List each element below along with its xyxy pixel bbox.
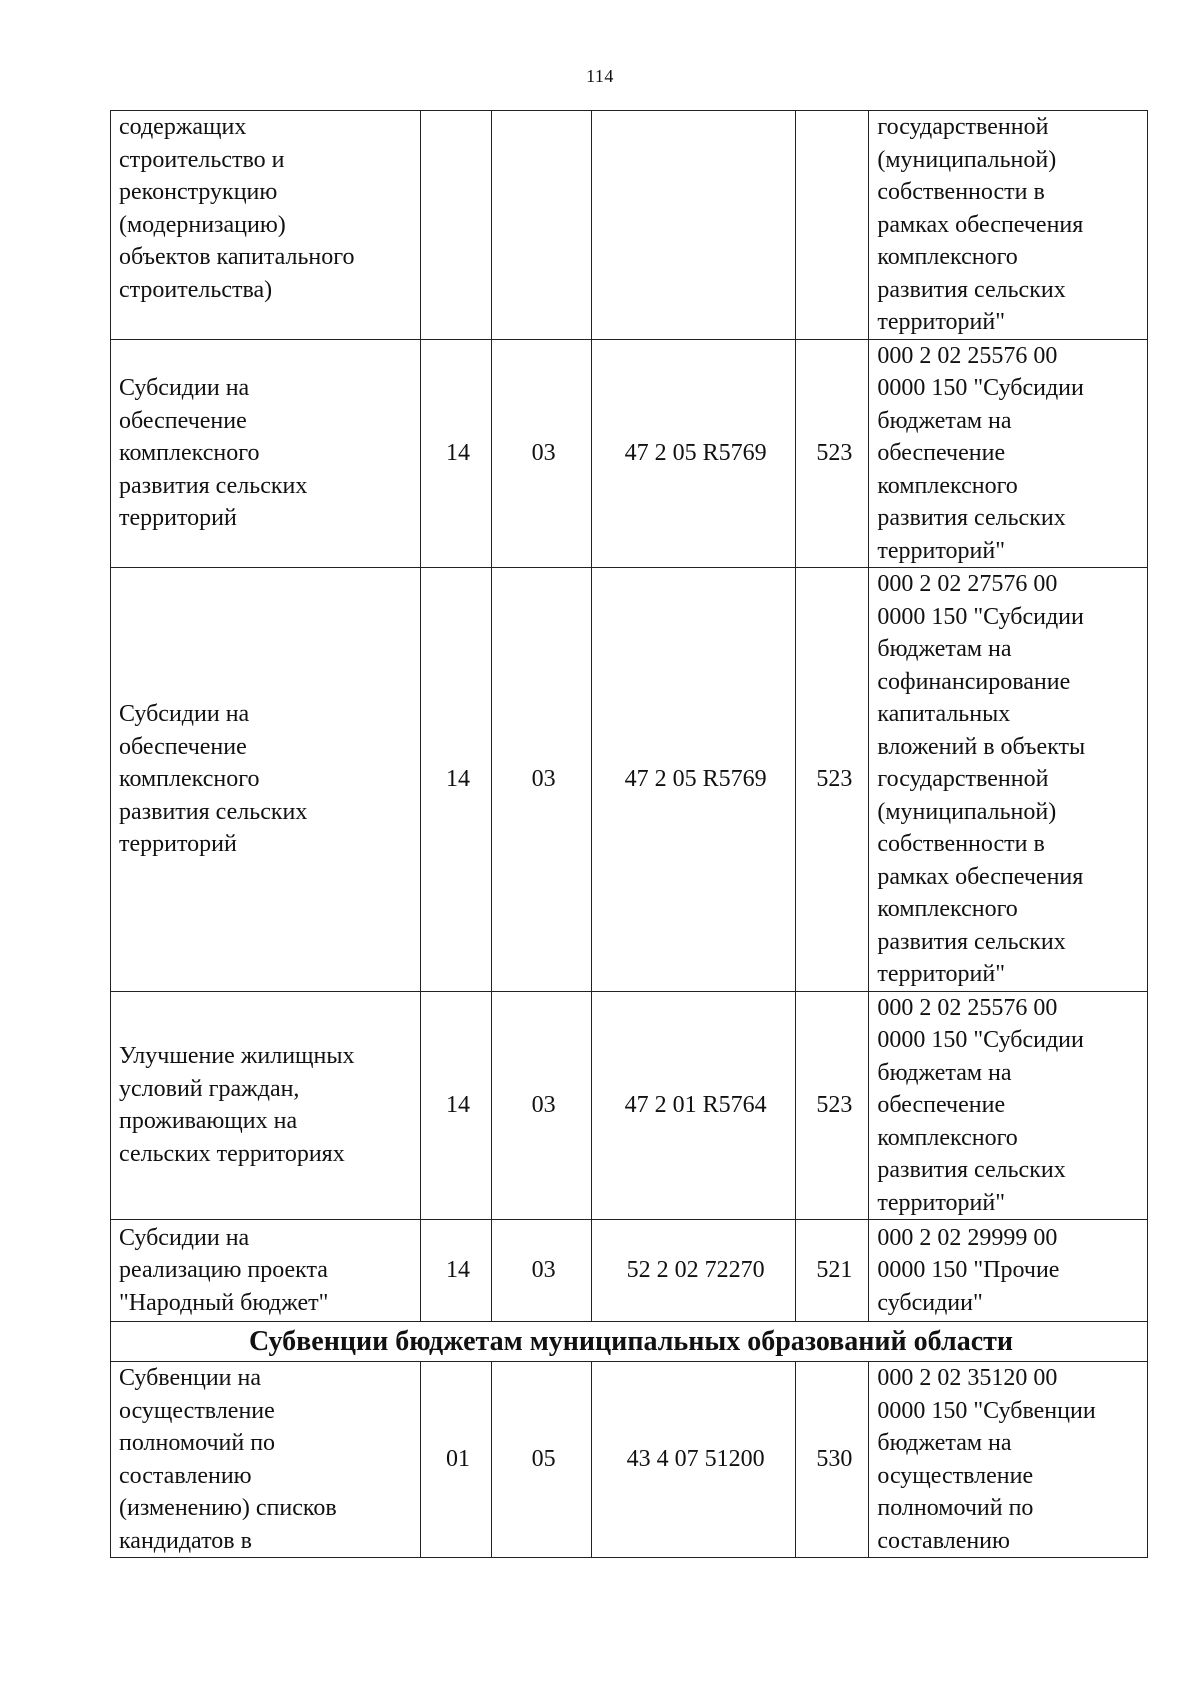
income-code-text: 000 2 02 27576 00 0000 150 "Субсидии бюджетам на софинансирование капитальных вложений в объекты государственной (муниципальной) собственности в рамках обеспечения комплексного развития сельских территорий" [877, 571, 1086, 987]
target-article-cell: 47 2 05 R5769 [591, 339, 796, 568]
target-article-cell [591, 111, 796, 340]
table-row [111, 991, 1148, 1220]
subsection-code-cell: 05 [492, 1362, 591, 1558]
target-article-cell: 43 4 07 51200 [591, 1362, 796, 1558]
table-row [111, 568, 1148, 992]
row-name: Субсидии на обеспечение комплексного развития сельских территорий [119, 701, 308, 857]
row-name-cell [111, 111, 421, 340]
target-article-cell: 47 2 01 R5764 [591, 991, 796, 1220]
expense-type-cell [796, 111, 869, 340]
row-name: Субсидии на обеспечение комплексного развития сельских территорий [119, 375, 308, 531]
row-name: Субвенции на осуществление полномочий по составлению (изменению) списков кандидатов в [119, 1365, 337, 1554]
row-name-cell [111, 568, 421, 992]
income-code-text: 000 2 02 25576 00 0000 150 "Субсидии бюджетам на обеспечение комплексного развития сельских территорий" [877, 994, 1084, 1216]
income-code-cell [869, 568, 1148, 992]
table-row [111, 339, 1148, 568]
section-code-cell: 01 [420, 1362, 492, 1558]
table-row [111, 111, 1148, 340]
income-code-cell [869, 1362, 1148, 1558]
row-name-cell [111, 339, 421, 568]
subsection-code-cell [492, 111, 591, 340]
page-number: 114 [586, 66, 614, 86]
expense-type-cell: 530 [796, 1362, 869, 1558]
row-name: содержащих строительство и реконструкцию (модернизацию) объектов капитального строительства) [119, 114, 355, 303]
expense-type-cell: 523 [796, 991, 869, 1220]
row-name: Улучшение жилищных условий граждан, проживающих на сельских территориях [119, 1043, 355, 1167]
subsection-code-cell: 03 [492, 339, 591, 568]
income-code-cell [869, 991, 1148, 1220]
row-name-cell [111, 1220, 421, 1322]
section-code-cell: 14 [420, 1220, 492, 1322]
income-code-text: 000 2 02 25576 00 0000 150 "Субсидии бюджетам на обеспечение комплексного развития сельских территорий" [877, 342, 1084, 564]
table-row [111, 1362, 1148, 1558]
expense-type-cell: 523 [796, 339, 869, 568]
subsection-code-cell: 03 [492, 1220, 591, 1322]
section-code-cell [420, 111, 492, 340]
expense-type-cell: 523 [796, 568, 869, 992]
row-name-cell [111, 1362, 421, 1558]
expense-type-cell: 521 [796, 1220, 869, 1322]
section-header: Субвенции бюджетам муниципальных образований области [111, 1322, 1148, 1362]
section-header-row [111, 1322, 1148, 1362]
row-name-cell [111, 991, 421, 1220]
income-code-text: 000 2 02 35120 00 0000 150 "Субвенции бюджетам на осуществление полномочий по составлению [877, 1365, 1096, 1554]
income-code-cell [869, 1220, 1148, 1322]
budget-table [110, 110, 1148, 1558]
section-code-cell: 14 [420, 991, 492, 1220]
section-code-cell: 14 [420, 339, 492, 568]
target-article-cell: 52 2 02 72270 [591, 1220, 796, 1322]
section-code-cell: 14 [420, 568, 492, 992]
income-code-cell [869, 339, 1148, 568]
row-name: Субсидии на реализацию проекта "Народный бюджет" [119, 1224, 329, 1316]
table-row [111, 1220, 1148, 1322]
income-code-text: 000 2 02 29999 00 0000 150 "Прочие субсидии" [877, 1224, 1060, 1316]
subsection-code-cell: 03 [492, 991, 591, 1220]
subsection-code-cell: 03 [492, 568, 591, 992]
income-code-text: государственной (муниципальной) собственности в рамках обеспечения комплексного развития сельских территорий" [877, 114, 1084, 335]
target-article-cell: 47 2 05 R5769 [591, 568, 796, 992]
income-code-cell [869, 111, 1148, 340]
